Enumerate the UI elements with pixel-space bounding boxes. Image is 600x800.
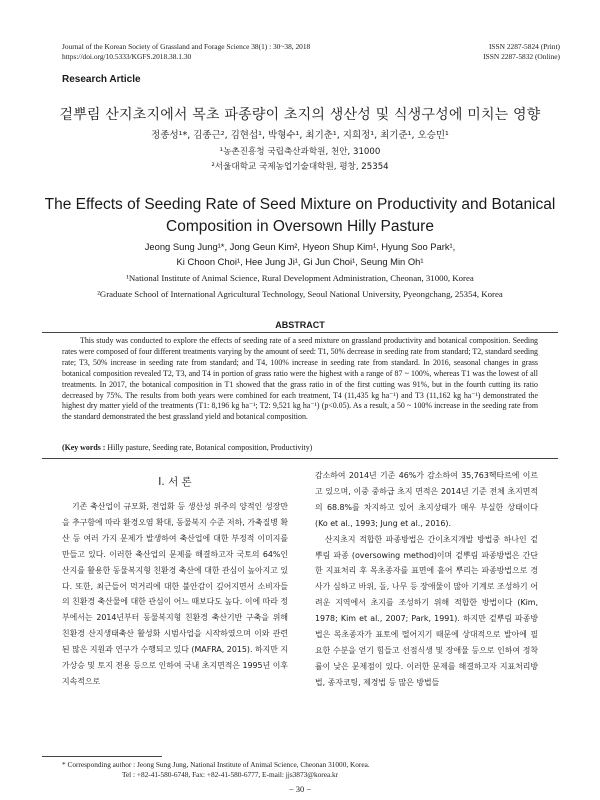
- footnote-line-1: * Corresponding author : Jeong Sung Jung, National Institute of Animal Science, Cheonan 31000, Korea.: [62, 760, 370, 769]
- english-authors-line-2: Ki Choon Choi¹, Hee Jung Ji¹, Gi Jun Choi¹, Seung Min Oh¹: [176, 256, 424, 267]
- abstract-heading: ABSTRACT: [275, 320, 325, 330]
- body-paragraph: 기존 축산업이 규모화, 전업화 등 생산성 위주의 양적인 성장만을 추구함에 따라 환경오염 확대, 동물복지 수준 저하, 가축질병 확산 등 여러 가지 문제가 발생하여 축산업에 대한 부정적 이미지를 만들고 있다. 이러한 축산업의 문제를 해결하고자 국토의 64%인 산지를 활용한 동물복지형 친환경 축산에 대한 관심이 높아지고 있다. 또한, 최근들어 먹거리에 대한 불안감이 깊어지면서 소비자들의 친환경 축산물에 대한 관심이 어느 때보다도 높다. 이에 따라 정부에서는 2014년부터 동물복지형 친환경 축산기반 구축을 위해 친환경 산지생태축산 활성화 시범사업을 시작하였으며 이와 관련된 많은 지원과 연구가 수행되고 있다 (MAFRA, 2015). 하지만 지가상승 및 토지 전용 등으로 인하여 국내 초지면적은 1995년 이후 지속적으로: [62, 502, 288, 686]
- english-title-line-2: Composition in Oversown Hilly Pasture: [166, 218, 434, 235]
- keywords-bottom-rule: [42, 458, 558, 459]
- body-paragraph: 산지초지 적합한 파종방법은 간이초지개발 방법중 하나인 겉뿌림 파종 (oversowing method)이며 겉뿌림 파종방법은 간단한 지표처리 후 목초종자를 표면에 흩어 뿌리는 파종방법으로 경사가 심하고 바위, 돌, 나무 등 장애물이 많아 기계로 조성하기 어려운 지역에서 초지를 조성하기 위해 적합한 방법이다 (Kim, 1978; Kim et al., 2007; Park, 1991). 하지만 겉뿌림 파종방법은 목초종자가 표토에 떨어지기 때문에 상대적으로 발아에 필요한 수분을 얻기 힘들고 선점식생 및 장애물 등으로 인하여 정착률이 낮은 문제점이 있다. 이러한 문제를 해결하고자 지표처리방법, 종자코팅, 제경법 등 많은 방법들: [315, 534, 538, 687]
- corresponding-author-footnote: [62, 760, 542, 780]
- footnote-contact: Tel : +82-41-580-6748, Fax: +82-41-580-6777, E-mail: jjs3873@korea.kr: [122, 770, 339, 779]
- footnote-rule: [42, 756, 162, 757]
- section-title-introduction: Ⅰ. 서 론: [158, 476, 192, 488]
- doi-link[interactable]: https://doi.org/10.5333/KGFS.2018.38.1.30: [62, 52, 192, 61]
- issn-online: ISSN 2287-5832 (Online): [483, 52, 560, 61]
- journal-header: [62, 42, 310, 62]
- body-column-left: [62, 499, 288, 690]
- keywords: [62, 443, 538, 452]
- english-title: [40, 194, 560, 238]
- body-column-right: [315, 468, 538, 691]
- korean-affiliation-1: ¹농촌진흥청 국립축산과학원, 천안, 31000: [219, 147, 381, 157]
- issn-print: ISSN 2287-5824 (Print): [488, 42, 560, 51]
- page-number: − 30 −: [288, 784, 312, 794]
- body-paragraph: 감소하여 2014년 기준 46%가 감소하여 35,763헥타르에 이르고 있으며, 이중 중하급 초지 면적은 2014년 기준 전체 초지면적의 68.8%를 차지하고 있어 초지상태가 매우 부실한 상태이다 (Ko et al., 1993; Jung et al., 2016).: [315, 471, 538, 528]
- english-affiliation-2: ²Graduate School of International Agricultural Technology, Seoul National University, Pyeongchang, 25354, Korea: [97, 289, 503, 299]
- korean-affiliation-2: ²서울대학교 국제농업기술대학원, 평창, 25354: [211, 162, 389, 172]
- abstract-text: This study was conducted to explore the effects of seeding rate of a seed mixture on grassland productivity and botanical composition. Seeding rates were composed of four different treatments varying by the amount of seed: T1, 50% decrease in seeding rate from standard; T2, standard seeding rate; T3, 50% increase in seeding rate from standard; and T4, 100% increase in seeding rate from standard. In 2016, seasonal changes in grass botanical composition revealed T2, T3, and T4 in portion of grass ratio were the highest with a range of 87 ~ 100%, whereas T1 was the lowest of all treatments. In 2017, the botanical composition in T1 showed that the grass ratio in of the first cutting was 91%, but in the fourth cutting its ratio decreased by 75%. The results from both years were combined for each treatment, T4 (11,435 kg ha⁻¹) and T3 (11,162 kg ha⁻¹) demonstrated the highest dry matter yield of the treatments (T1: 8,196 kg ha⁻¹; T2: 9,521 kg ha⁻¹) (p<0.05). As a result, a 50 ~ 100% increase in the seeding rate from the standard demonstrated the best grassland yield and botanical composition.: [62, 336, 538, 422]
- korean-authors: 정종성¹*, 김종근², 김현섭¹, 박형수¹, 최기춘¹, 지희정¹, 최기준¹, 오승민¹: [151, 130, 449, 141]
- korean-title: 겉뿌림 산지초지에서 목초 파종량이 초지의 생산성 및 식생구성에 미치는 영향: [59, 107, 541, 123]
- english-authors-line-1: Jeong Sung Jung¹*, Jong Geun Kim², Hyeon Shup Kim¹, Hyung Soo Park¹,: [144, 241, 456, 252]
- english-affiliation-1: ¹National Institute of Animal Science, Rural Development Administration, Cheonan, 31000, Korea: [126, 273, 474, 283]
- journal-citation: Journal of the Korean Society of Grassland and Forage Science 38(1) : 30~38, 2018: [62, 42, 311, 51]
- english-title-line-1: The Effects of Seeding Rate of Seed Mixture on Productivity and Botanical: [44, 196, 556, 213]
- keywords-label: (Key words :: [62, 443, 106, 452]
- article-type-label: Research Article: [62, 74, 141, 85]
- abstract-top-rule: [42, 332, 558, 333]
- issn-block: [483, 42, 560, 62]
- keywords-list: Hilly pasture, Seeding rate, Botanical composition, Productivity): [107, 443, 313, 452]
